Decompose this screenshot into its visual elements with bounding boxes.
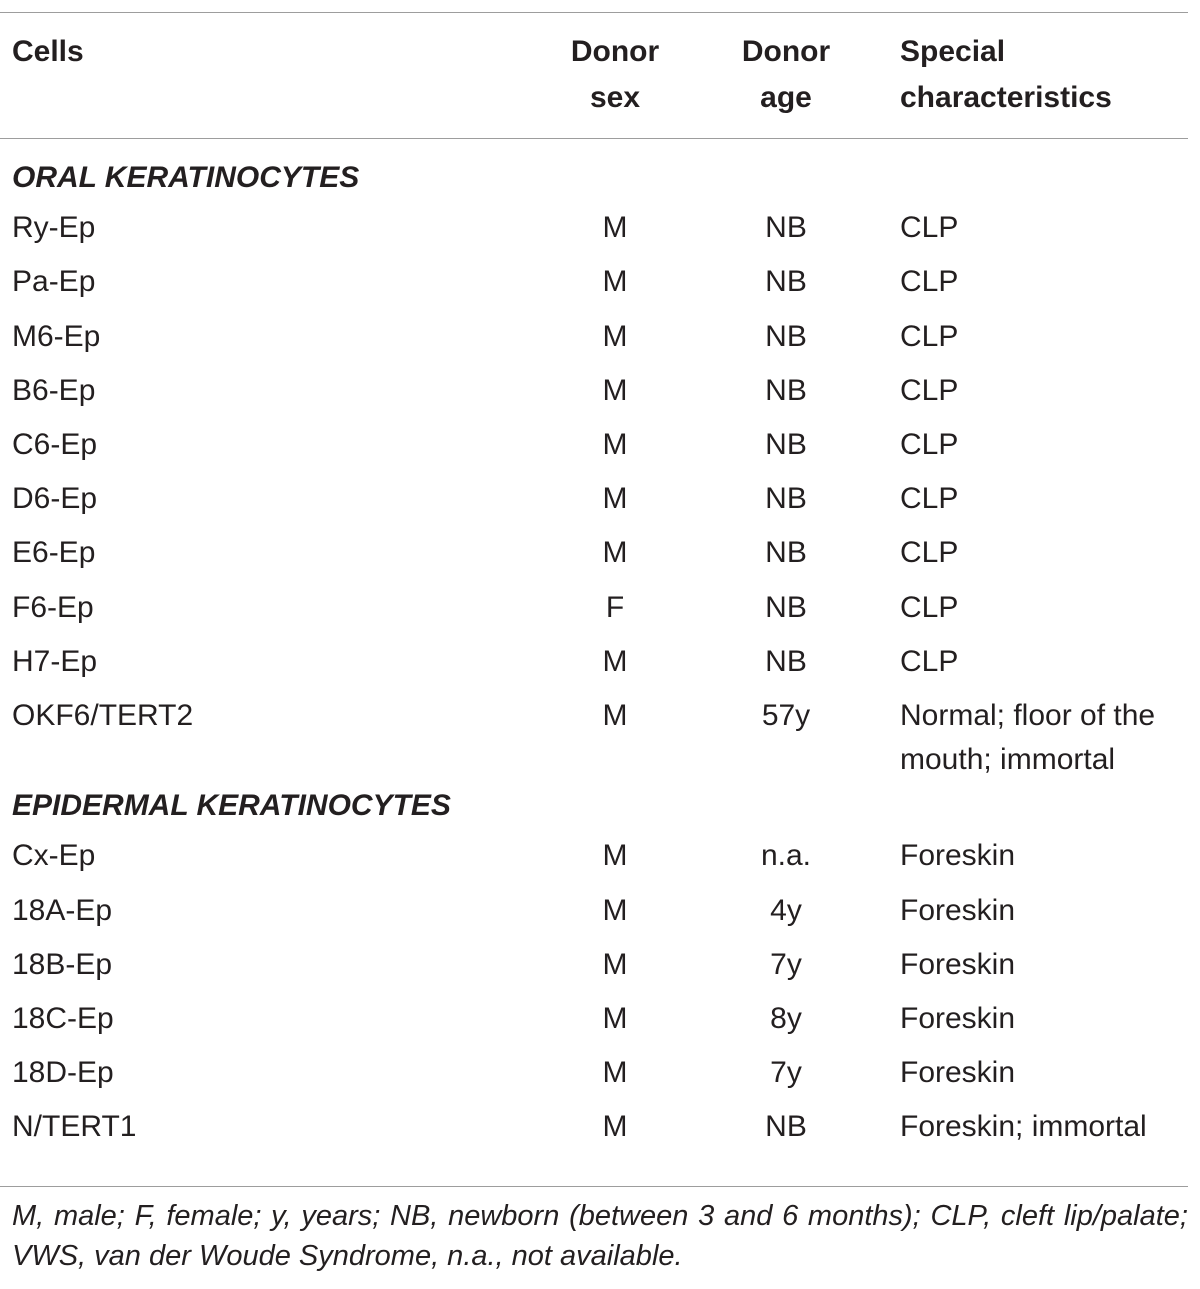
- cell-name: 18C-Ep: [12, 1002, 114, 1035]
- donor-age: NB: [765, 265, 807, 299]
- donor-age: NB: [765, 373, 807, 407]
- donor-age: NB: [765, 482, 807, 516]
- donor-sex: M: [602, 211, 628, 245]
- table-bottom-rule: [0, 1186, 1188, 1187]
- donor-sex: M: [602, 265, 628, 299]
- cell-name: 18B-Ep: [12, 947, 113, 981]
- special-characteristics: [900, 997, 1190, 1041]
- special-characteristics: [900, 369, 1190, 413]
- special-characteristics: [900, 206, 1190, 250]
- header-cells: Cells: [12, 35, 84, 68]
- special-line: Foreskin: [900, 1002, 1016, 1035]
- cell-name: OKF6/TERT2: [12, 699, 194, 732]
- header-donor-age-line1: Donor: [741, 35, 831, 68]
- special-line: Normal; floor of the: [900, 699, 1156, 732]
- cell-name: D6-Ep: [12, 482, 98, 516]
- special-characteristics: [900, 423, 1190, 467]
- donor-sex: M: [602, 947, 628, 981]
- special-line: CLP: [900, 211, 959, 245]
- donor-sex: M: [602, 893, 628, 927]
- header-rule: [0, 138, 1188, 139]
- cell-name: F6-Ep: [12, 590, 94, 624]
- special-line: CLP: [900, 428, 959, 461]
- header-donor-sex-line2: sex: [589, 81, 641, 114]
- donor-sex: M: [602, 536, 628, 570]
- donor-age: 8y: [770, 1002, 802, 1035]
- header-special-characteristics: [900, 29, 1112, 121]
- donor-sex: M: [602, 1110, 628, 1144]
- header-donor-sex: [548, 29, 682, 121]
- special-line: CLP: [900, 373, 959, 407]
- cell-name: C6-Ep: [12, 428, 98, 461]
- special-characteristics: [900, 889, 1190, 933]
- donor-age: 57y: [761, 699, 811, 732]
- donor-age: NB: [765, 590, 807, 624]
- table-footnote: M, male; F, female; y, years; NB, newborn (between 3 and 6 months); CLP, cleft lip/palate; VWS, van der Woude Syndrome, n.a., not available.: [12, 1200, 1188, 1272]
- header-special-line2: characteristics: [900, 81, 1112, 114]
- cell-name: N/TERT1: [12, 1110, 137, 1144]
- donor-age: 7y: [770, 1056, 802, 1090]
- special-line: CLP: [900, 644, 959, 678]
- donor-age: 4y: [770, 893, 802, 927]
- header-donor-age: [718, 29, 854, 121]
- cell-name: H7-Ep: [12, 644, 98, 678]
- special-characteristics: [900, 694, 1190, 782]
- cell-name: Pa-Ep: [12, 265, 96, 299]
- donor-sex: M: [602, 699, 628, 732]
- special-line: CLP: [900, 265, 959, 299]
- donor-sex: M: [602, 482, 628, 516]
- section-title: ORAL KERATINOCYTES: [12, 161, 360, 194]
- cell-name: M6-Ep: [12, 319, 101, 353]
- cell-name: B6-Ep: [12, 373, 96, 407]
- special-characteristics: [900, 260, 1190, 304]
- donor-sex: M: [602, 1056, 628, 1090]
- donor-age: 7y: [770, 947, 802, 981]
- donor-age: n.a.: [760, 839, 812, 873]
- special-line: CLP: [900, 590, 959, 624]
- donor-sex: M: [602, 319, 628, 353]
- special-characteristics: [900, 531, 1190, 575]
- donor-age: NB: [765, 211, 807, 245]
- donor-sex: M: [602, 644, 628, 678]
- special-line: Foreskin; immortal: [900, 1110, 1147, 1144]
- donor-age: NB: [765, 1110, 807, 1144]
- special-characteristics: [900, 640, 1190, 684]
- header-donor-age-line2: age: [760, 81, 812, 114]
- section-title: EPIDERMAL KERATINOCYTES: [12, 789, 451, 823]
- special-characteristics: [900, 1051, 1190, 1095]
- donor-age: NB: [765, 319, 807, 353]
- donor-sex: M: [602, 1002, 628, 1035]
- donor-sex: M: [602, 839, 628, 873]
- donor-sex: M: [602, 428, 628, 461]
- cell-name: E6-Ep: [12, 536, 96, 570]
- donor-sex: M: [602, 373, 628, 407]
- header-donor-sex-line1: Donor: [570, 35, 660, 68]
- special-characteristics: [900, 315, 1190, 359]
- special-characteristics: [900, 943, 1190, 987]
- special-line: CLP: [900, 536, 959, 570]
- header-special-line1: Special: [900, 35, 1006, 68]
- special-line: Foreskin: [900, 839, 1016, 873]
- special-line: CLP: [900, 319, 959, 353]
- cell-name: Cx-Ep: [12, 839, 96, 873]
- special-line: Foreskin: [900, 947, 1016, 981]
- donor-age: NB: [765, 536, 807, 570]
- cell-name: Ry-Ep: [12, 211, 96, 245]
- special-line: CLP: [900, 482, 959, 516]
- special-characteristics: [900, 586, 1190, 630]
- special-characteristics: [900, 834, 1190, 878]
- special-line: Foreskin: [900, 1056, 1016, 1090]
- special-line: mouth; immortal: [900, 743, 1116, 776]
- cell-name: 18D-Ep: [12, 1056, 114, 1090]
- special-characteristics: [900, 1105, 1190, 1149]
- special-characteristics: [900, 477, 1190, 521]
- cell-name: 18A-Ep: [12, 893, 113, 927]
- donor-sex: F: [605, 590, 625, 624]
- donor-age: NB: [765, 428, 807, 461]
- special-line: Foreskin: [900, 893, 1016, 927]
- table-top-rule: [0, 12, 1188, 13]
- donor-age: NB: [765, 644, 807, 678]
